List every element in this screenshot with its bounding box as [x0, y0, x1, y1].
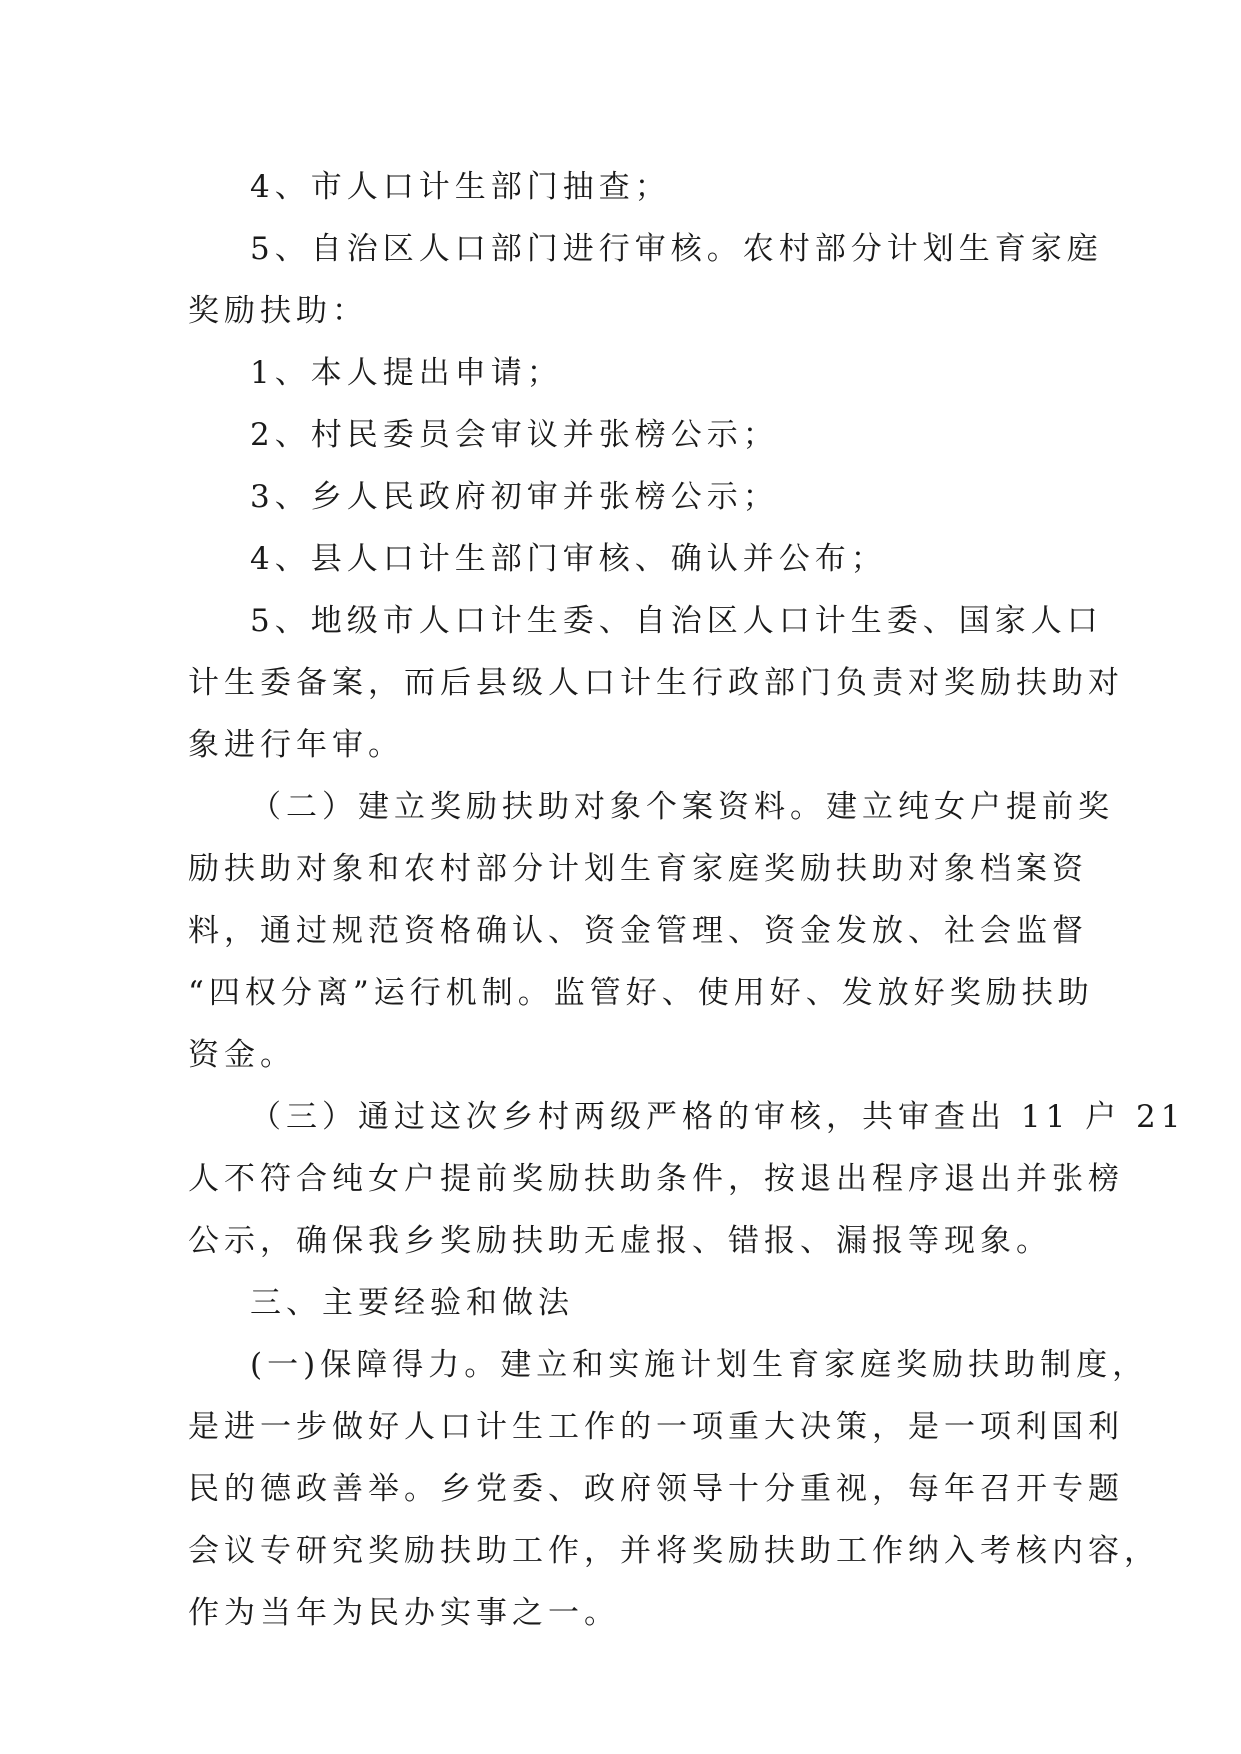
text-line: 励扶助对象和农村部分计划生育家庭奖励扶助对象档案资 [188, 851, 1088, 887]
text-line: 料，通过规范资格确认、资金管理、资金发放、社会监督 [188, 913, 1088, 949]
text-line: (一)保障得力。建立和实施计划生育家庭奖励扶助制度， [250, 1347, 1149, 1383]
text-line: 4、县人口计生部门审核、确认并公布； [250, 541, 887, 577]
text-line: 是进一步做好人口计生工作的一项重大决策，是一项利国利 [188, 1409, 1124, 1445]
text-line: 民的德政善举。乡党委、政府领导十分重视，每年召开专题 [188, 1471, 1124, 1507]
text-line: 2、村民委员会审议并张榜公示； [250, 417, 779, 453]
text-line: 4、市人口计生部门抽查； [250, 169, 671, 205]
text-line: 5、地级市人口计生委、自治区人口计生委、国家人口 [250, 603, 1103, 639]
text-line: 作为当年为民办实事之一。 [188, 1595, 620, 1631]
text-line: （三）通过这次乡村两级严格的审核，共审查出 11 户 21 [250, 1099, 1186, 1135]
text-line: 5、自治区人口部门进行审核。农村部分计划生育家庭 [250, 231, 1103, 267]
text-line: 1、本人提出申请； [250, 355, 563, 391]
text-line: 公示，确保我乡奖励扶助无虚报、错报、漏报等现象。 [188, 1223, 1052, 1259]
text-line: （二）建立奖励扶助对象个案资料。建立纯女户提前奖 [250, 789, 1114, 825]
text-line: 计生委备案，而后县级人口计生行政部门负责对奖励扶助对 [188, 665, 1124, 701]
text-line: 会议专研究奖励扶助工作，并将奖励扶助工作纳入考核内容， [188, 1533, 1160, 1569]
text-line: “四权分离”运行机制。监管好、使用好、发放好奖励扶助 [188, 975, 1094, 1011]
text-line: 3、乡人民政府初审并张榜公示； [250, 479, 779, 515]
document-page [188, 156, 1186, 1644]
text-line: 人不符合纯女户提前奖励扶助条件，按退出程序退出并张榜 [188, 1161, 1124, 1197]
text-line: 奖励扶助： [188, 293, 368, 329]
section-heading: 三、主要经验和做法 [250, 1285, 574, 1321]
text-line: 资金。 [188, 1037, 296, 1073]
text-line: 象进行年审。 [188, 727, 404, 763]
